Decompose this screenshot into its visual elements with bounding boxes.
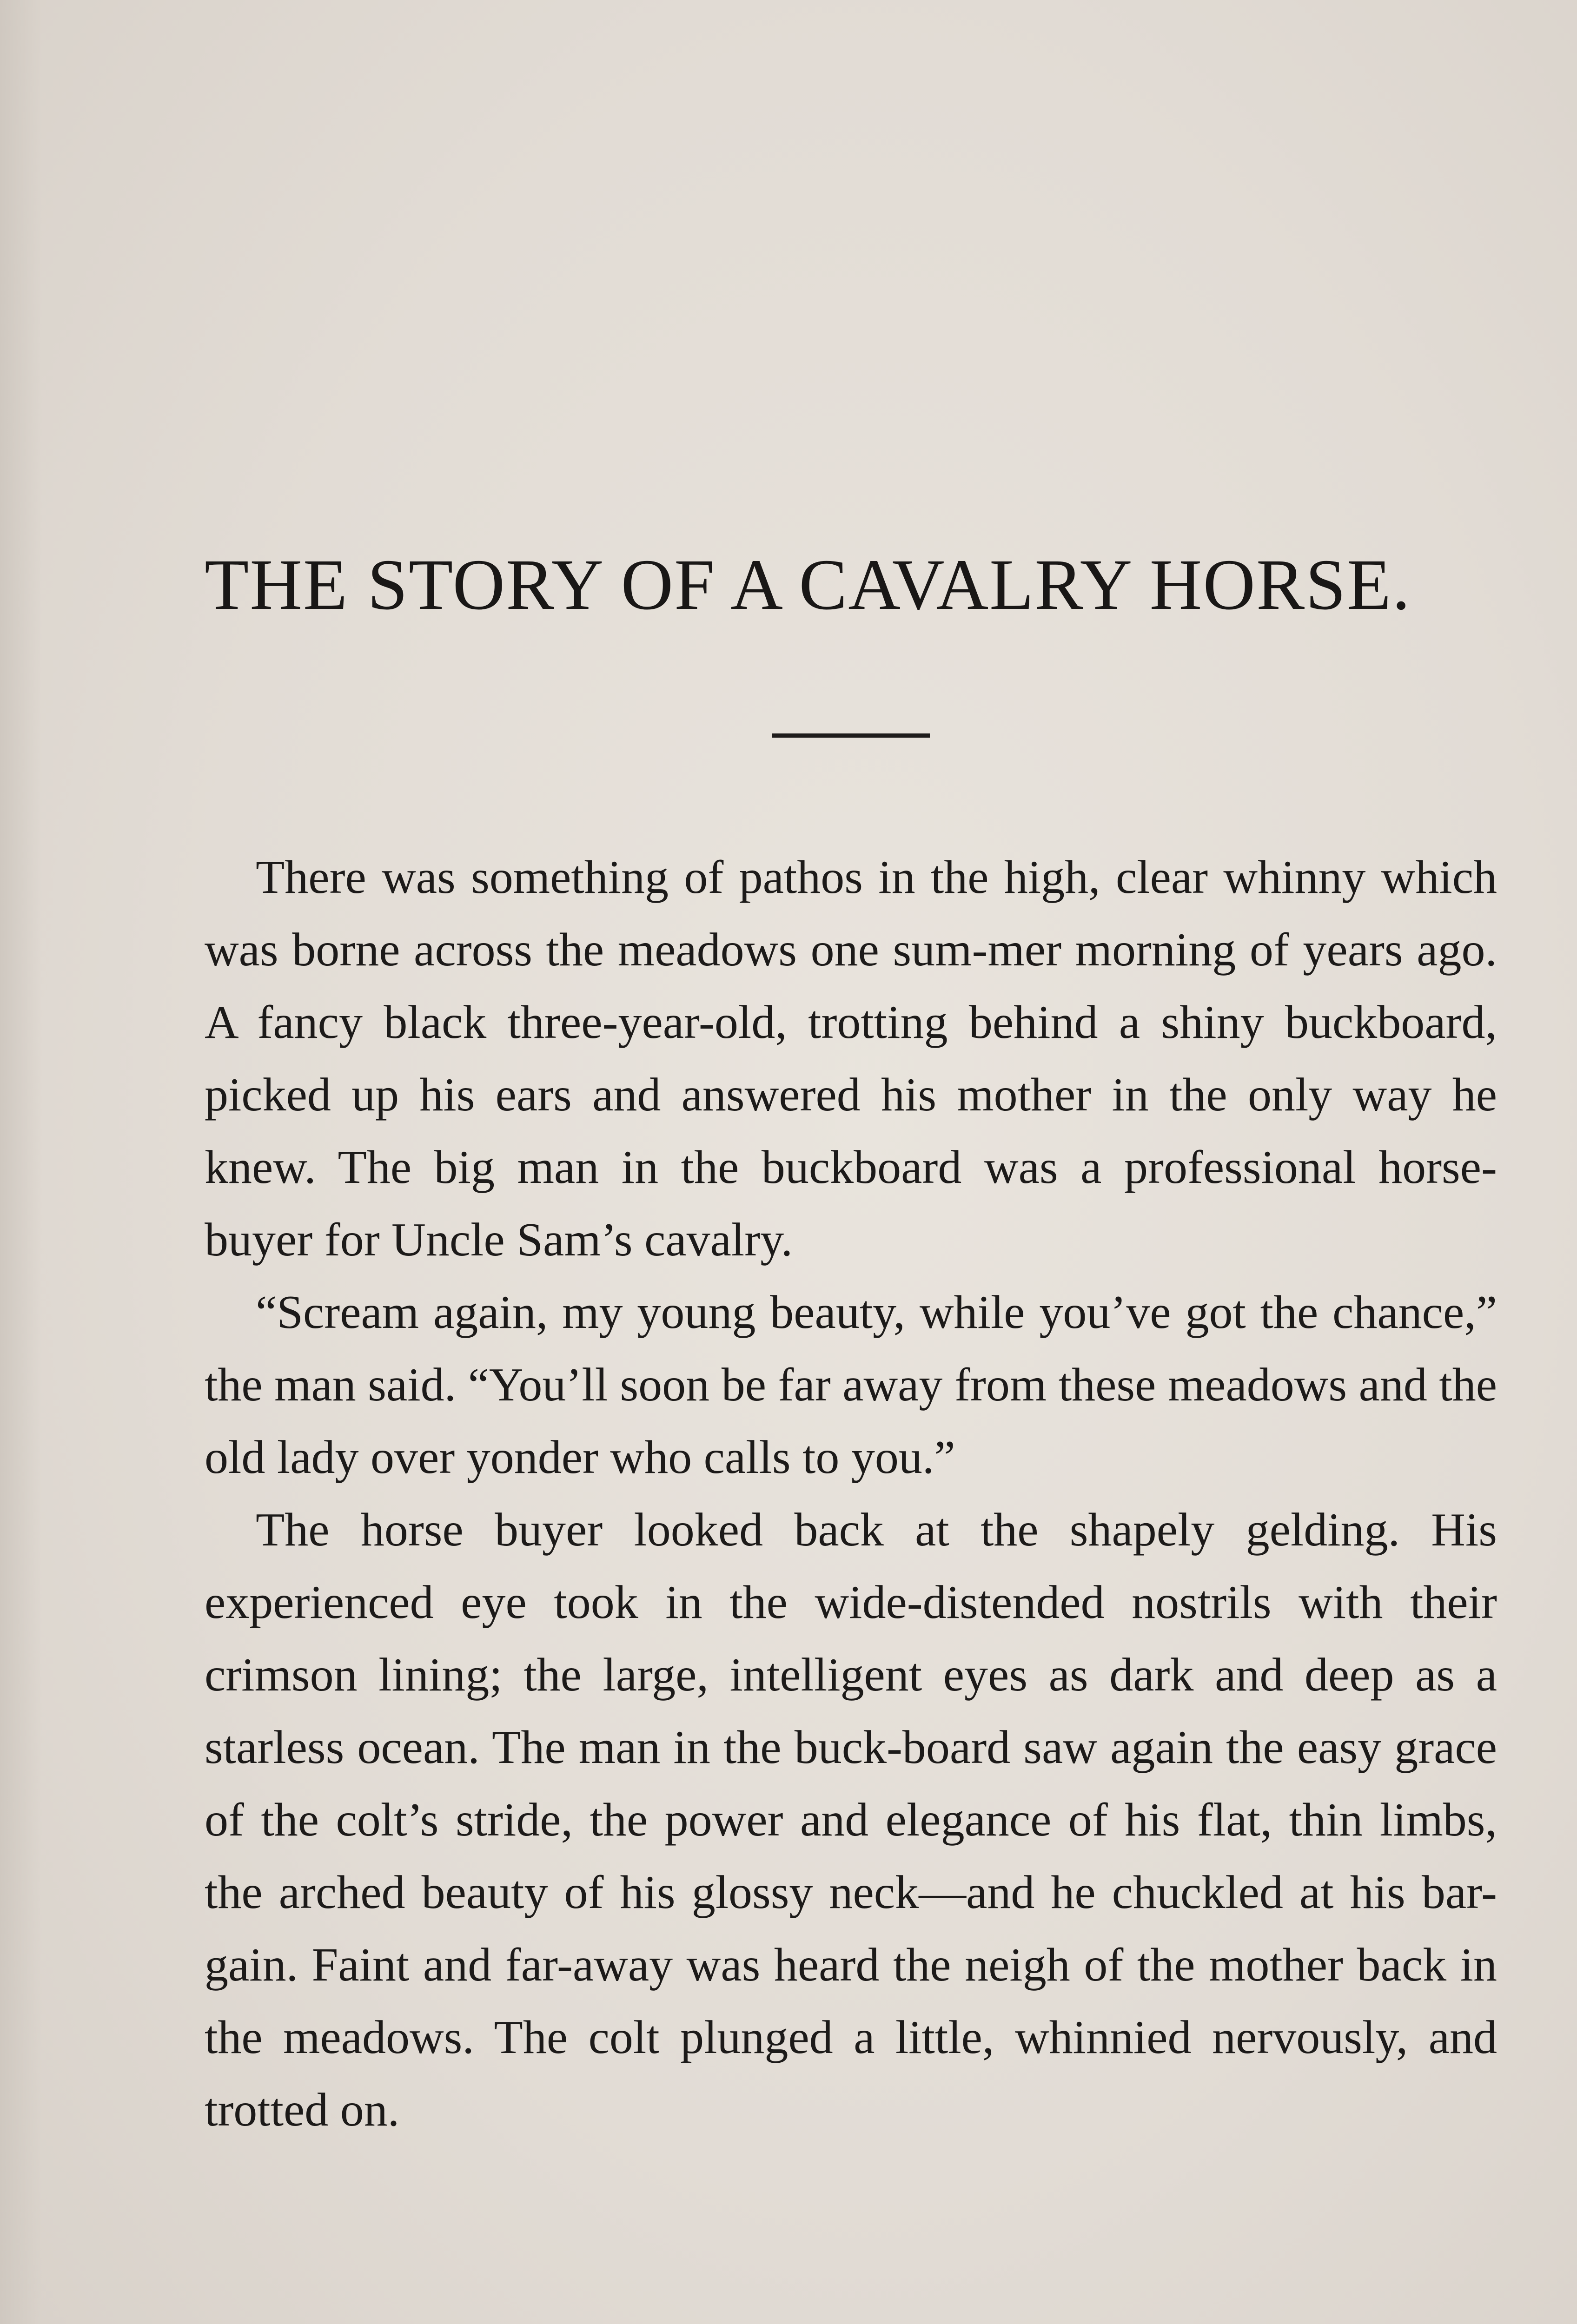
paragraph-1: There was something of pathos in the high, clear whinny which was borne across the meadows one sum-mer morning of years ago. A fancy black three-year-old, trotting behind a shiny buckboard, picked up his ears and answered his mother in the only way he knew. The big man in the buckboard was a professional horse-buyer for Uncle Sam’s cavalry. xyxy=(205,851,1497,1266)
page-spine-shadow xyxy=(0,0,42,2324)
title-divider xyxy=(772,733,930,738)
paragraph-3: The horse buyer looked back at the shapely gelding. His experienced eye took in the wide-distended nostrils with their crimson lining; the large, intelligent eyes as dark and deep as a starless ocean. The man in the buck-board saw again the easy grace of the colt’s stride, the power and elegance of his flat, thin limbs, the arched beauty of his glossy neck—and he chuckled at his bar-gain. Faint and far-away was heard the neigh of the mother back in the meadows. The colt plunged a little, whinnied nervously, and trotted on. xyxy=(205,1504,1497,2136)
paragraph-2: “Scream again, my young beauty, while you’ve got the chance,” the man said. “You’ll soon be far away from these meadows and the old lady over yonder who calls to you.” xyxy=(205,1286,1497,1484)
chapter-body xyxy=(205,841,1497,2146)
chapter-title: THE STORY OF A CAVALRY HORSE. xyxy=(205,544,1411,625)
